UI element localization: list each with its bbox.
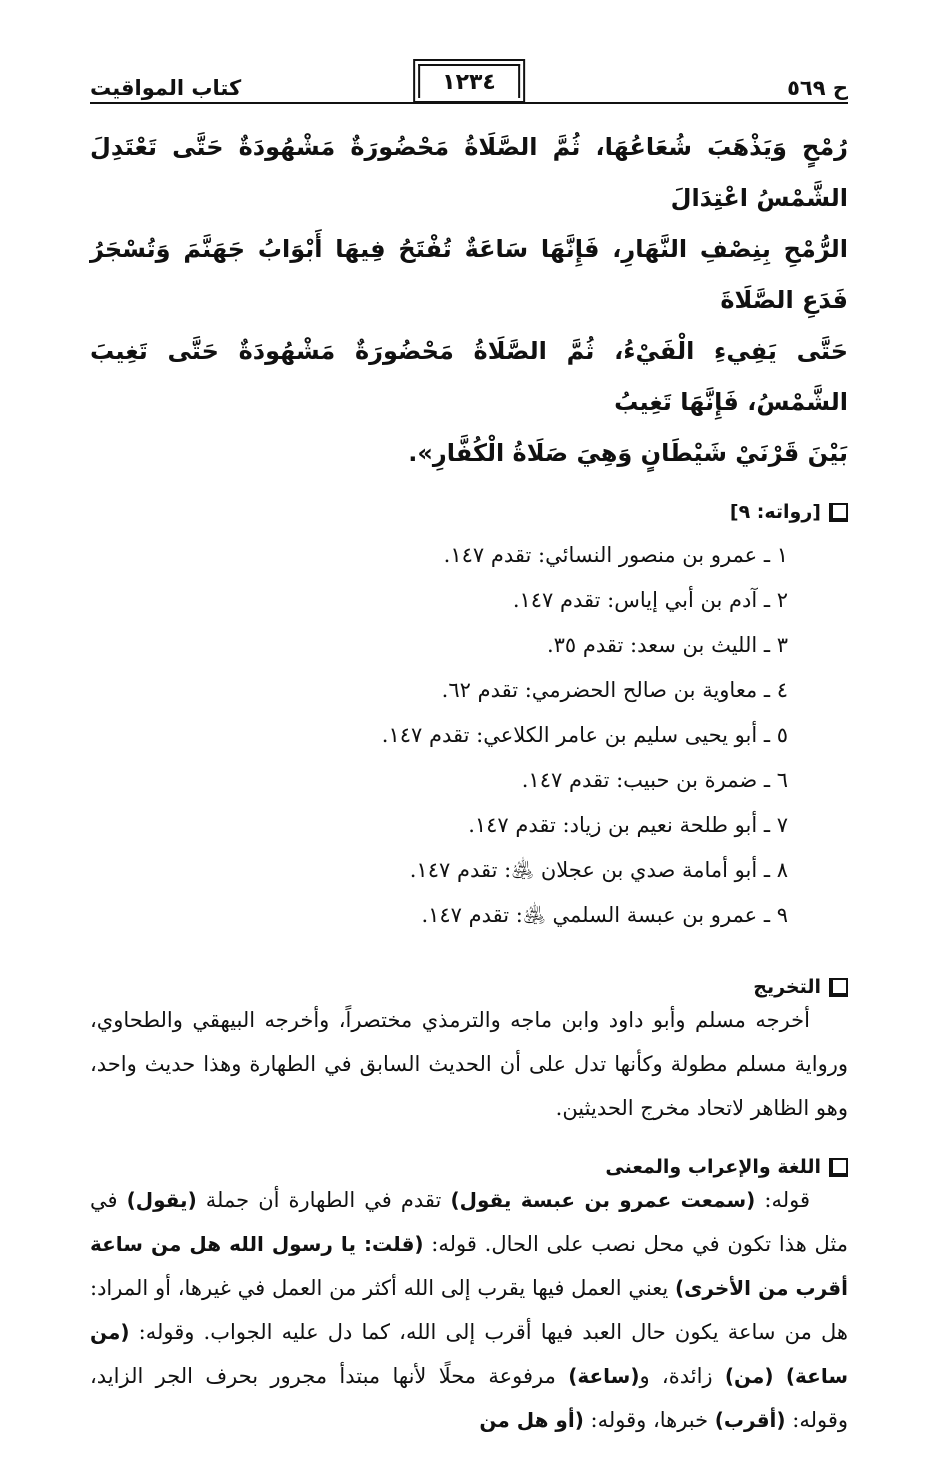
text-run: مرفوعة محلًا لأنها مبتدأ مجرور بحرف الجر الزايد، وقوله:	[90, 1364, 848, 1432]
book-page	[90, 50, 848, 1463]
quoted-phrase: (سمعت عمرو بن عبسة يقول)	[450, 1188, 756, 1212]
hadith-line: حَتَّى يَفِيءِ الْفَيْءُ، ثُمَّ الصَّلَاةُ مَحْضُورَةٌ مَشْهُودَةٌ حَتَّى تَغِيبَ الشَّمْسُ، فَإِنَّهَا تَغِيبُ	[90, 337, 848, 416]
narrator-item: ١ ـ عمرو بن منصور النسائي: تقدم ١٤٧.	[443, 543, 788, 567]
quoted-phrase: (من ساعة)	[90, 1320, 848, 1388]
page-header	[90, 50, 848, 104]
narrator-item: ٦ ـ ضمرة بن حبيب: تقدم ١٤٧.	[521, 768, 788, 792]
narrator-item: ٧ ـ أبو طلحة نعيم بن زياد: تقدم ١٤٧.	[468, 813, 788, 837]
lugha-paragraph	[90, 1178, 848, 1442]
narrators-heading	[90, 501, 848, 523]
takhrij-title: التخريج	[753, 976, 821, 998]
hadith-text	[90, 122, 848, 479]
book-title: كتاب المواقيت	[90, 76, 242, 100]
quoted-phrase: (من)	[724, 1364, 774, 1388]
quoted-phrase: (قلت: يا رسول الله هل من ساعة أقرب من الأخرى)	[90, 1232, 848, 1300]
text-run	[774, 1364, 786, 1388]
narrator-item: ٢ ـ آدم بن أبي إياس: تقدم ١٤٧.	[512, 588, 788, 612]
narrator-item: ٣ ـ الليث بن سعد: تقدم ٣٥.	[546, 633, 788, 657]
lugha-title: اللغة والإعراب والمعنى	[605, 1156, 821, 1178]
checkbox-square-icon	[829, 978, 848, 997]
quoted-phrase: (أو هل من	[479, 1408, 584, 1432]
text-run: في مثل هذا تكون في محل نصب على الحال. قوله:	[90, 1188, 848, 1256]
hadith-line: الرُّمْحِ بِنِصْفِ النَّهَارِ، فَإِنَّهَا سَاعَةٌ تُفْتَحُ فِيهَا أَبْوَابُ جَهَنَّمَ وَتُسْجَرُ فَدَعِ الصَّلَاةَ	[90, 235, 848, 314]
text-run: تقدم في الطهارة أن جملة	[196, 1188, 451, 1212]
takhrij-paragraph: أخرجه مسلم وأبو داود وابن ماجه والترمذي مختصراً، وأخرجه البيهقي والطحاوي، ورواية مسلم مطولة وكأنها تدل على أن الحديث السابق في الطهارة وهذا حديث واحد، وهو الظاهر لاتحاد مخرج الحديثين.	[90, 1008, 848, 1120]
checkbox-square-icon	[829, 503, 848, 522]
narrators-list	[90, 533, 848, 938]
quoted-phrase: (ساعة)	[568, 1364, 640, 1388]
narrator-item: ٨ ـ أبو أمامة صدي بن عجلان ﵁: تقدم ١٤٧.	[409, 858, 788, 882]
takhrij-heading	[90, 976, 848, 998]
checkbox-square-icon	[829, 1158, 848, 1177]
narrator-item: ٤ ـ معاوية بن صالح الحضرمي: تقدم ٦٢.	[441, 678, 788, 702]
narrator-item: ٥ ـ أبو يحيى سليم بن عامر الكلاعي: تقدم ١٤٧.	[381, 723, 788, 747]
narrator-item: ٩ ـ عمرو بن عبسة السلمي ﵁: تقدم ١٤٧.	[421, 903, 788, 927]
page-number: ١٢٣٤	[418, 64, 520, 98]
text-run: قوله:	[755, 1188, 811, 1212]
hadith-reference: ح ٥٦٩	[787, 76, 848, 100]
lugha-heading	[90, 1156, 848, 1178]
quoted-phrase: (يقول)	[126, 1188, 197, 1212]
text-run: خبرها، وقوله:	[583, 1408, 715, 1432]
narrators-title: [رواته: ٩]	[729, 501, 821, 523]
quoted-phrase: (أقرب)	[714, 1408, 786, 1432]
hadith-line: رُمْحٍ وَيَذْهَبَ شُعَاعُهَا، ثُمَّ الصَّلَاةُ مَحْضُورَةٌ مَشْهُودَةٌ حَتَّى تَعْتَدِلَ الشَّمْسُ اعْتِدَالَ	[90, 133, 848, 212]
text-run: زائدة، و	[639, 1364, 725, 1388]
text-run: يعني العمل فيها يقرب إلى الله أكثر من العمل في غيرها، أو المراد: هل من ساعة يكون حال العبد فيها أقرب إلى الله، كما دل عليه الجواب. وقوله:	[90, 1276, 848, 1344]
hadith-line: بَيْنَ قَرْنَيْ شَيْطَانٍ وَهِيَ صَلَاةُ الْكُفَّارِ».	[408, 439, 848, 467]
